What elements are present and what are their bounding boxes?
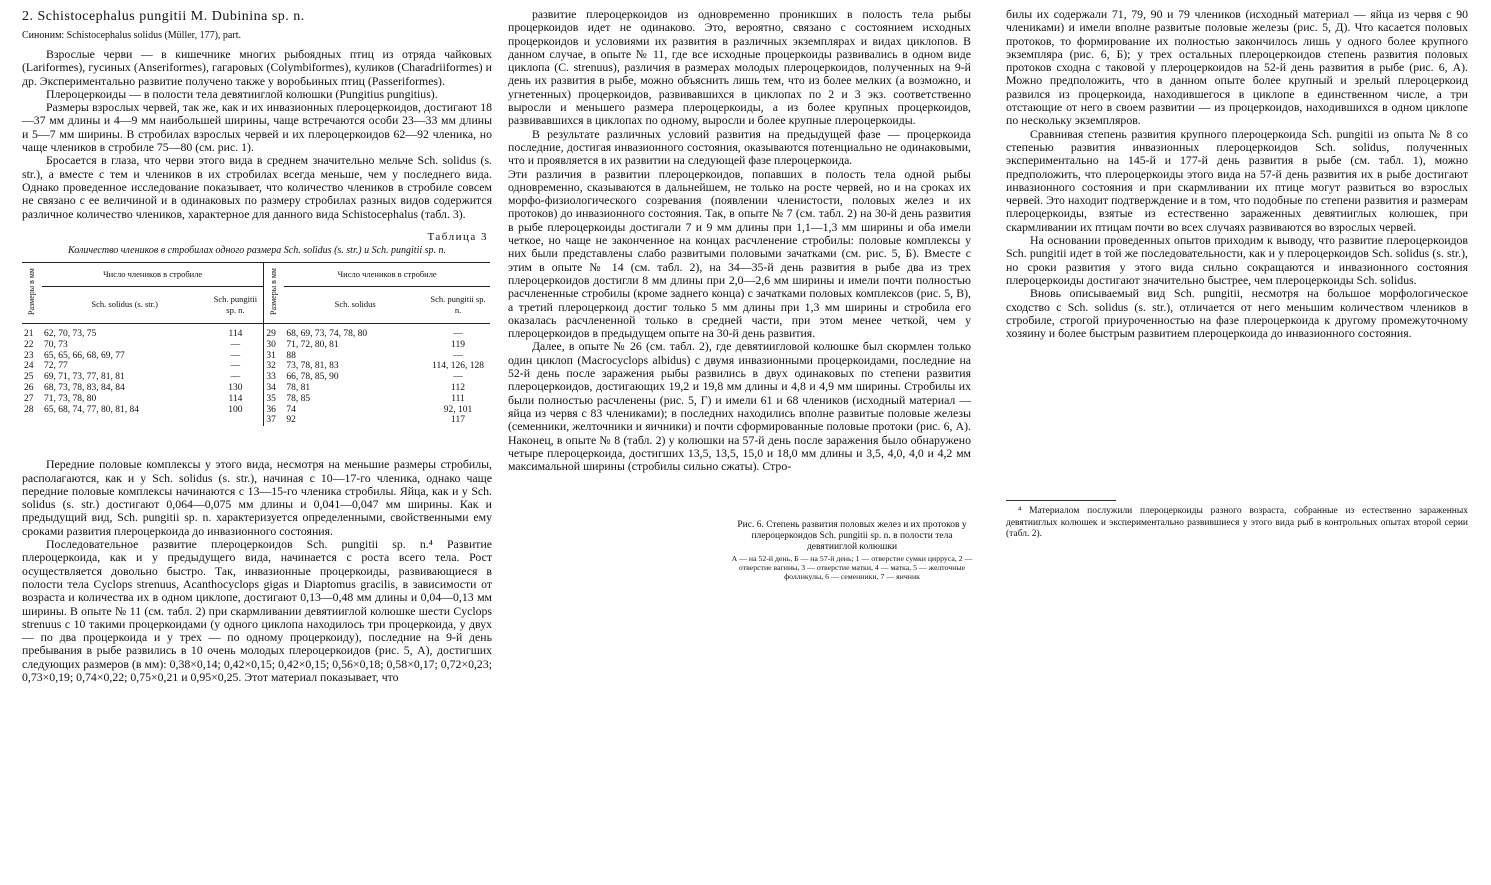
column-2 [508,8,971,473]
column-1 [22,8,492,684]
table-row [22,340,490,351]
table-title: Количество члеников в стробилах одного размера Sch. solidus (s. str.) и Sch. pungitii sp. n. [67,244,447,256]
paragraph-cont-3: билы их содержали 71, 79, 90 и 79 члеников (исходный материал — яйца из червя с 90 члениками) и имели вполне развитые половые железы (рис. 5, Д). Что касается половых протоков, то формирование их полностью закончилось лишь у одного более крупного экземпляра (рис. 6, Б); у трех остальных плероцеркоидов степень развития половых протоков сходна с таковой у плероцеркоидов на 52-й день развития в рыбе (рис. 6, А). Можно предположить, что в данном опыте более крупный и зрелый плероцеркоид развился из процеркоида, находившегося в циклопе в единственном числе, а три отстающие от него в своем развитии — из процеркоидов, находившихся в одном циклопе по нескольку экземпляров. [1006,7,1468,128]
paragraph-result-a: В результате различных условий развития на предыдущей фазе — процеркоида последние, достигая инвазионного состояния, оказываются потенциально не одинаковыми, что и проявляется в их развитии на следующей фазе плероцеркоида. [508,126,971,168]
cell-solidus-right: 73, 78, 81, 83 [286,361,339,372]
paragraph-further: Далее, в опыте № 26 (см. табл. 2), где девятиигловой колюшке был скормлен только один циклоп (Macrocyclops albidus) с двумя инвазионными процеркоидами, последние на 52-й день после заражения рыбы развились в двух одинаковых по степени развития плероцеркоидов, достигающих 19,2 и 19,8 мм длины и 4,8 и 4,9 мм ширины. Стробилы их были полностью расчленены (рис. 5, Г) и имели 61 и 68 члеников (исходный материал — яйца из червя с 83 члениками); в последних находились вполне развитые половые железы (семенники, желточники и яичники) и почти сформированные половые протоки (рис. 6, А). Наконец, в опыте № 8 (табл. 2) у колюшки на 57-й день после заражения было обнаружено четыре плероцеркоида, достигших 13,5, 13,5, 15,0 и 18,0 мм длины и 3,5, 4,0, 4,0 и 4,2 мм максимальной ширины (стробилы сильно сжаты). Стро- [508,339,971,474]
cell-pungitii-left: 130 [228,383,243,394]
cell-size-right: 32 [264,361,285,372]
header-count-right: Число члеников в стробиле [284,263,490,286]
cell-pungitii-right: 112 [451,383,465,394]
cell-size-right: 29 [264,324,285,340]
paragraph-new-species: Вновь описываемый вид Sch. pungitii, несмотря на большое морфологическое сходство с Sch. solidus (s. str.), отличается от него меньшим количеством члеников в стробиле, строгой приуроченностью на фазе плероцеркоида к другому промежуточному хозяину и более быстрым развитием плероцеркоида до инвазионного состояния. [1006,286,1468,341]
cell-pungitii-right: 117 [451,415,465,426]
synonym-line: Синоним: Schistocephalus solidus (Müller, 177), part. [22,30,241,41]
table-row [22,372,490,383]
cell-size-right: 37 [264,415,285,426]
cell-solidus-right: 78, 81 [286,383,311,394]
paragraph-striking: Бросается в глаза, что черви этого вида в среднем значительно мельче Sch. solidus (s. str.), а вместе с тем и члеников в их стробилах всегда меньше, чем у последнего вида. Однако проведенное исследование показывает, что количество члеников в стробиле совсем не связано с ее величиной и в одинаковых по размеру стробилах разных видов содержится различное количество члеников, характерное для данного вида Schistocephalus (табл. 3). [22,153,492,221]
cell-size-right: 35 [264,394,285,405]
cell-pungitii-left: 114 [228,329,243,340]
cell-size-left: 26 [24,383,34,394]
cell-size-left: 23 [24,350,34,361]
footnote: ⁴ Материалом послужили плероцеркоиды разного возраста, собранные из естественно зараженных девятииглых колюшек и экспериментально развившиеся у этого вида рыб в контрольных опытах второй серии (табл. 2). [1006,506,1468,539]
header-solidus: Sch. solidus [284,286,426,323]
header-size: Размеры в мм [26,268,36,316]
cell-solidus-left: 72, 77 [44,361,68,372]
table-body [22,324,490,427]
cell-solidus-right: 78, 85 [286,393,311,404]
cell-solidus-left: 70, 73 [44,339,68,350]
cell-pungitii-left: — [230,350,241,361]
paragraph-sizes: Размеры взрослых червей, так же, как и их инвазионных плероцеркоидов, достигают 18—37 мм длины и 4—9 мм наибольшей ширины, чаще встречаются особи 23—33 мм длины и 5—7 мм ширины. В стробилах взрослых червей и их плероцеркоидов 62—92 членика, но чаще члеников в стробиле 75—80 (см. рис. 1). [22,100,492,155]
cell-pungitii-right: — [453,350,463,361]
header-solidus-sstr: Sch. solidus (s. str.) [42,286,207,323]
paragraph-result-b: Эти различия в развитии плероцеркоидов, попавших в полость тела одной рыбы одновременно, сказываются в дальнейшем, не только на росте червей, но и на сроках их морфо-физиологического созревания (появлении членистости, половых желез и их протоков) до инвазионного состояния. Так, в опыте № 7 (см. табл. 2) на 30-й день развития в рыбе плероцеркоиды достигали 7 и 9 мм длины при 1,1—1,3 мм ширины и оба имели четкое, но чаще не законченное на концах расчленение стробилы: половые комплексы у них были представлены слабо развитыми половыми зачатками (см. рис. 5, Б). Вместе с этим в опыте № 14 (см. табл. 2), на 34—35-й день развития в рыбе два из трех плероцеркоидов достигли 8 мм длины при 2,0—2,6 мм ширины и имели почти полностью расчлененные стробилы (кроме заднего конца) с зачатками половых комплексов (рис. 5, В), а третий плероцеркоид достиг только 5 мм длины при 1,3 мм ширины и стробила его оказалась расчлененной только в средней части, при этом менее четкой, чем у плероцеркоидов в предыдущем опыте на 30-й день развития. [508,166,971,341]
table-row [22,405,490,416]
table-row [22,415,490,426]
cell-solidus-left [42,415,207,426]
paragraph-genital: Передние половые комплексы у этого вида, несмотря на меньшие размеры стробилы, располагаются, как и у Sch. solidus (s. str.), начиная с 10—17-го членика, однако чаще передние половые комплексы начинаются с 13—15-го членика стробилы. Яйца, как и у Sch. solidus (s. str.) достигают 0,064—0,075 мм длины и 0,041—0,047 мм ширины. Как и предыдущий вид, Sch. pungitii sp. n. характеризуется определенными, свойственными ему сроками развития плероцеркоида до инвазионного состояния. [22,457,492,538]
table-row [22,361,490,372]
header-pungitii-right: Sch. pungitii sp. n. [426,286,490,323]
footnote-rule [1006,500,1116,501]
cell-pungitii-left: — [230,372,241,383]
cell-size-right: 31 [264,351,285,362]
header-pungitii-left: Sch. pungitii sp. n. [207,286,264,323]
cell-solidus-right: 71, 72, 80, 81 [286,339,339,350]
cell-solidus-left: 69, 71, 73, 77, 81, 81 [44,372,125,383]
table-row [22,394,490,405]
cell-size-left: 22 [24,339,34,350]
cell-pungitii-right: 119 [451,339,465,350]
cell-solidus-left: 65, 65, 66, 68, 69, 77 [44,350,125,361]
cell-pungitii-left [207,415,264,426]
cell-solidus-left: 68, 73, 78, 83, 84, 84 [44,383,125,394]
cell-size-right: 34 [264,383,285,394]
table-row [22,351,490,362]
cell-pungitii-right: 92, 101 [443,404,473,415]
cell-size-left: 21 [24,329,34,340]
cell-pungitii-left: 114 [228,393,243,404]
cell-size-left: 28 [24,404,34,415]
cell-size-left [22,415,42,426]
cell-size-left: 27 [24,393,34,404]
cell-pungitii-right: 111 [451,393,465,404]
column-3 [1006,8,1468,340]
paragraph-plerocercoids: Плероцеркоиды — в полости тела девятииглой колюшки (Pungitius pungitius). [46,86,438,101]
cell-size-right: 30 [264,340,285,351]
cell-size-left: 24 [24,361,34,372]
table-row [22,383,490,394]
figure-caption-title: Рис. 6. Степень развития половых желез и их протоков у плероцеркоидов Sch. pungitii sp. n. в полости тела девятииглой колюшки [737,520,967,552]
paragraph-cont-2: развитие плероцеркоидов из одновременно проникших в полость тела рыбы процеркоидов идет не одинаково. Это, вероятно, связано с состоянием исходных процеркоидов и условиями их развития в различных экземплярах и видах циклопов. В данном случае, в опыте № 11, где все исходные процеркоиды развивались в одном виде циклопа (C. strenuus), различия в размерах молодых плероцеркоидов, полученных на 9-й день их развития в рыбе, можно объяснить лишь тем, что из более мелких (а возможно, и угнетенных) процеркоидов, развивавшихся в циклопах по 2 и 3 экз. соответственно выросли и меньшего размера плероцеркоиды, а из более крупных процеркоидов, развивавшихся в циклопах по одному, выросли и более крупные плероцеркоиды. [508,7,971,128]
cell-solidus-left: 62, 70, 73, 75 [44,329,97,340]
table-row [22,324,490,340]
cell-pungitii-right: — [453,329,463,340]
table-caption: Таблица 3 [427,230,488,243]
paragraph-conclusion: На основании проведенных опытов приходим к выводу, что развитие плероцеркоидов Sch. pungitii идет в той же последовательности, как и у плероцеркоидов Sch. solidus (s. str.), но сроки развития у этого вида сильно сокращаются и инвазионного состояния плероцеркоиды достигают значительно быстрее, чем плероцеркоиды Sch. solidus. [1006,233,1468,287]
section-title: 2. Schistocephalus pungitii M. Dubinina sp. n. [22,9,305,24]
cell-pungitii-left: — [230,339,241,350]
paragraph-sequential: Последовательное развитие плероцеркоидов Sch. pungitii sp. n.⁴ Развитие плероцеркоида, как и у предыдущего вида, начинается с роста всего тела. Рост осуществляется довольно быстро. Так, инвазионные процеркоиды, развивающиеся в полости тела Cyclops strenuus, Acanthocyclops gigas и Diaptomus gracilis, в зависимости от возраста и количества их в одном циклопе, достигают 0,13—0,48 мм длины и 0,04—0,13 мм ширины. В опыте № 11 (см. табл. 2) при скармливании девятииглой колюшке шести Cyclops strenuus с 10 такими процеркоидами (у одного циклопа находилось три процеркоида, у двух — по два процеркоида и у трех — по одному процеркоиду), последние на 9-й день пребывания в рыбе развились в 10 очень молодых плероцеркоидов (рис. 5, А), достигших следующих размеров (в мм): 0,38×0,14; 0,42×0,15; 0,42×0,15; 0,56×0,18; 0,58×0,17; 0,72×0,23; 0,73×0,19; 0,74×0,22; 0,75×0,21 и 0,95×0,25. Этот материал показывает, что [22,537,492,685]
cell-pungitii-right: 114, 126, 128 [432,361,484,372]
figure-6-caption [730,520,974,581]
cell-solidus-right: 74 [286,404,296,415]
cell-solidus-right: 68, 69, 73, 74, 78, 80 [286,329,368,340]
paragraph-adults: Взрослые черви — в кишечнике многих рыбоядных птиц из отряда чайковых (Lariformes), гусиных (Anseriformes), гагаровых (Colymbiformes), куликов (Charadriiformes) и др. Экспериментально развитие получено также у воробьиных птиц (Passeriformes). [22,47,492,88]
cell-pungitii-left: — [230,361,241,372]
cell-size-right: 33 [264,372,285,383]
cell-size-right: 36 [264,405,285,416]
cell-solidus-right: 92 [286,415,296,426]
cell-size-left: 25 [24,372,34,383]
figure-caption-legend: А — на 52-й день, Б — на 57-й день; 1 — отверстие сумки цирруса, 2 — отверстие вагины, 3 — отверстие матки, 4 — матка, 5 — желточные фолликулы, 6 — семенники, 7 — яичник [731,554,973,581]
cell-pungitii-left: 100 [228,404,243,415]
cell-solidus-left: 71, 73, 78, 80 [44,393,97,404]
cell-solidus-right: 66, 78, 85, 90 [286,372,339,383]
cell-solidus-right: 88 [286,350,296,361]
cell-solidus-left: 65, 68, 74, 77, 80, 81, 84 [44,404,139,415]
table-3 [22,262,490,426]
header-size-right: Размеры в мм [268,268,278,316]
header-count-left: Число члеников в стробиле [42,263,264,286]
cell-pungitii-right: — [453,372,463,383]
paragraph-compare: Сравнивая степень развития крупного плероцеркоида Sch. pungitii из опыта № 8 со степенью развития инвазионных плероцеркоидов Sch. solidus, полученных экспериментально на 145-й и 177-й день развития в рыбе (см. табл. 1), можно предположить, что плероцеркоиды этого вида на 57-й день развития их в рыбе достигают инвазионного состояния и при скармливании их птице могут развиться во взрослых червей. Это находит подтверждение и в том, что подобные по степени развития и размерам плероцеркоиды, взятые из естественно зараженных девятииглых колюшек, при скармливании их птицам почти во всех случаях развиваются во взрослых червей. [1006,126,1468,234]
